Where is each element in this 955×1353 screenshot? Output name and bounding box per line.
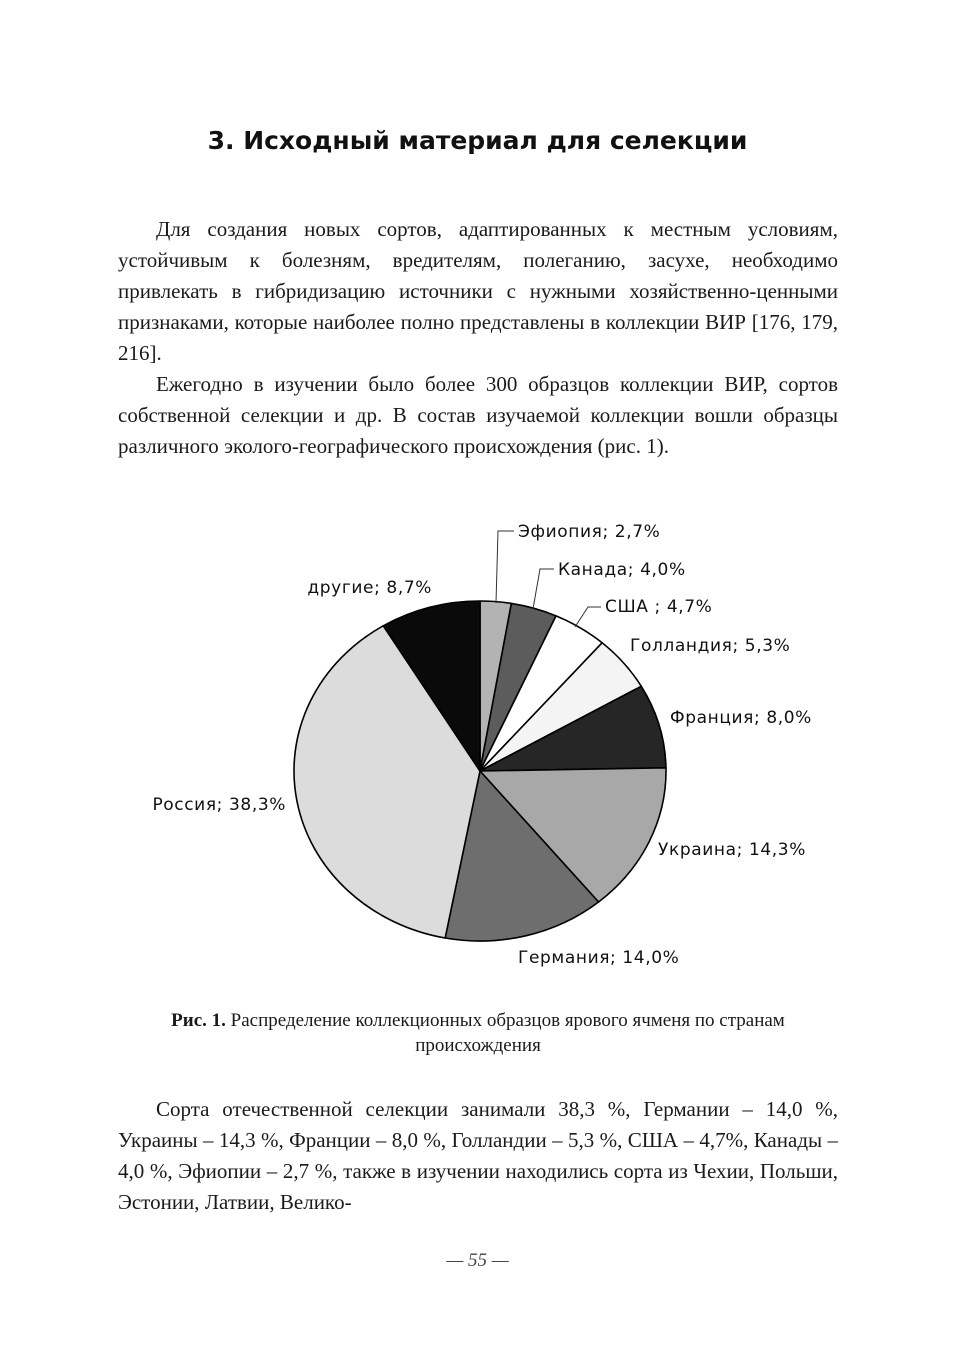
pie-leader-line-1 [533,569,554,609]
pie-label-2: США ; 4,7% [605,597,713,617]
figure-caption [118,1008,838,1058]
pie-slices [294,601,666,941]
pie-label-5: Украина; 14,3% [658,840,806,860]
paragraph-distribution: Сорта отечественной селекции занимали 38,3 %, Германии – 14,0 %, Украины – 14,3 %, Франции – 8,0 %, Голландии – 5,3 %, США – 4,7%, Канады – 4,0 %, Эфиопии – 2,7 %, также в изучении находились сорта из Чехии, Польши, Эстонии, Латвии, Велико- [118,1097,838,1214]
pie-label-1: Канада; 4,0% [558,560,686,580]
pie-label-4: Франция; 8,0% [670,708,812,728]
pie-label-7: Россия; 38,3% [152,795,286,815]
pie-leader-line-2 [575,607,601,627]
paragraph-intro: Для создания новых сортов, адаптированных к местным условиям, устойчивым к болезням, вредителям, полеганию, засухе, необходимо привлекать в гибридизацию источники с нужными хозяйственно-ценными признаками, которые наиболее полно представлены в коллекции ВИР [176, 179, 216]. [118,217,838,365]
pie-label-0: Эфиопия; 2,7% [518,522,661,542]
figure-caption-text: Распределение коллекционных образцов ярового ячменя по странам происхождения [230,1010,785,1056]
pie-label-6: Германия; 14,0% [518,948,680,968]
pie-label-8: другие; 8,7% [307,578,432,598]
pie-label-3: Голландия; 5,3% [630,636,791,656]
pie-chart [110,515,850,980]
section-heading: 3. Исходный материал для селекции [207,126,748,155]
paragraph-collection: Ежегодно в изучении было более 300 образцов коллекции ВИР, сортов собственной селекции и др. В состав изучаемой коллекции вошли образцы различного эколого-географического происхождения (рис. 1). [118,372,838,458]
page-number: — 55 — [446,1250,509,1271]
pie-leader-line-0 [496,531,514,603]
figure-caption-label: Рис. 1. [171,1010,226,1031]
